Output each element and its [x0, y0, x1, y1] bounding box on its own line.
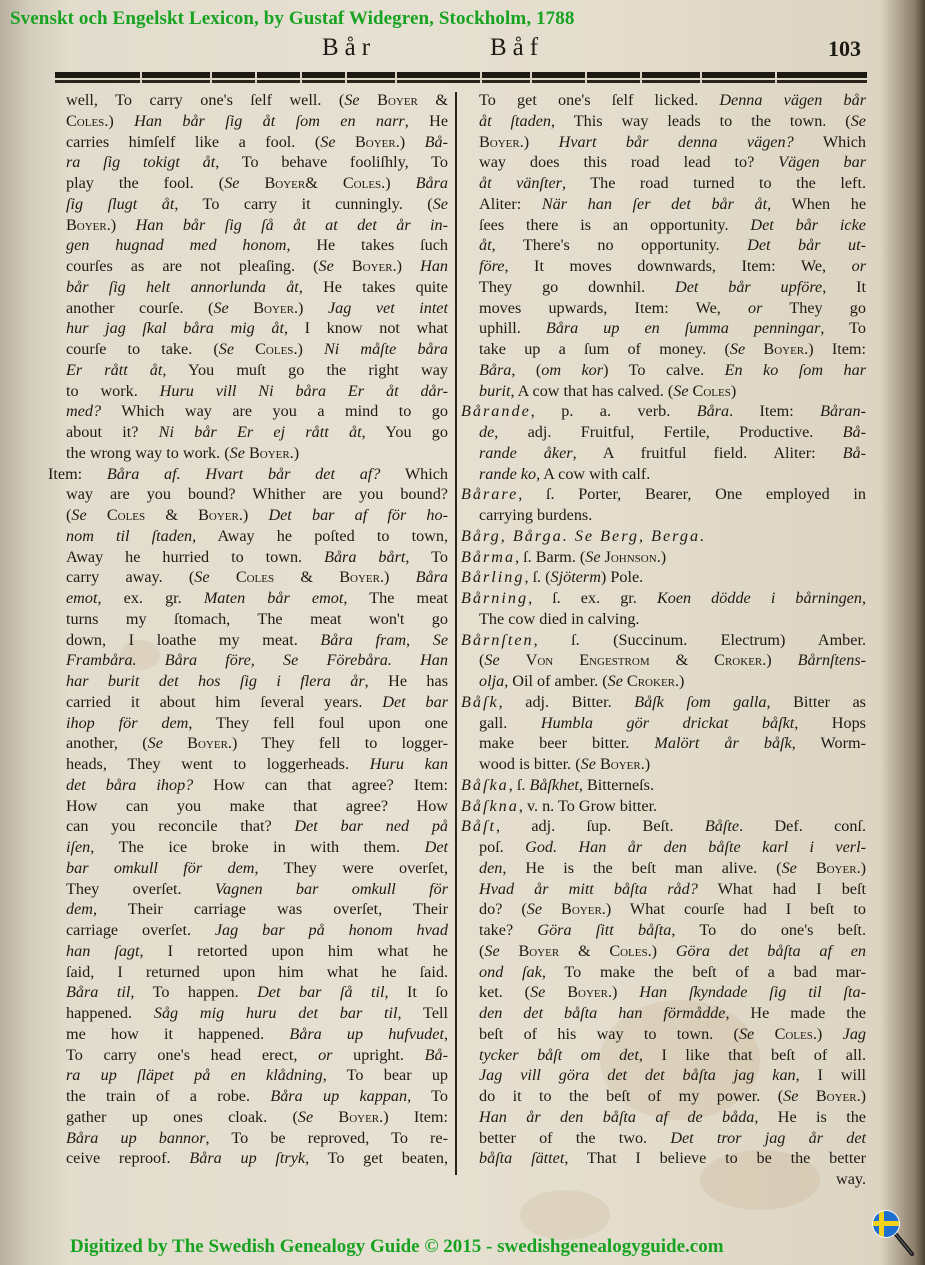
dictionary-text-line: the wrong way to work. (Se Boyer.)	[66, 443, 300, 462]
watermark-footer: Digitized by The Swedish Genealogy Guide © 2015 - swedishgenealogyguide.com	[70, 1236, 724, 1257]
dictionary-text-line: the train of a robe. Båra up kappan, To	[66, 1087, 448, 1105]
dictionary-text-line: poſ. God. Han år den båſte karl i verl-	[479, 838, 866, 856]
dictionary-text-line: tycker båſt om det, I like that beſt of all.	[479, 1045, 867, 1064]
dictionary-text-line: carries himſelf like a fool. (Se Boyer.) Bå-	[66, 132, 449, 151]
dictionary-text-line: happened. Såg mig huru det bar til, Tell	[66, 1004, 448, 1022]
dictionary-text-line: Frambåra. Båra före, Se Förebåra. Han	[66, 651, 448, 670]
swedish-flag-magnifier-icon	[870, 1208, 915, 1258]
dictionary-text-line: före, It moves downwards, Item: We, or	[479, 257, 866, 275]
dictionary-text-line: way.	[836, 1170, 866, 1188]
dictionary-text-line: Båra, (om kor) To calve. En ko ſom har	[479, 360, 866, 379]
dictionary-text-line: bar omkull för dem, They were overſet,	[66, 858, 448, 877]
running-head-right: Båf	[490, 34, 545, 61]
dictionary-text-line: Away he hurried to town. Båra bårt, To	[66, 547, 448, 566]
dictionary-headword-line: Bårling, ſ. (Sjöterm) Pole.	[461, 568, 644, 587]
dictionary-text-line: How can you make that agree? How	[66, 796, 448, 815]
header-rule	[55, 72, 867, 80]
dictionary-text-line: moves upwards, Item: We, or They go	[479, 298, 866, 317]
dictionary-headword-line: Bårare, ſ. Porter, Bearer, One employed in	[461, 485, 866, 504]
dictionary-text-line: ſig ſlugt åt, To carry it cunningly. (Se	[66, 194, 448, 213]
dictionary-text-line: gall. Humbla gör drickat båſkt, Hops	[479, 713, 866, 732]
dictionary-text-line: Båra til, To happen. Det bar ſå til, It ſo	[66, 983, 448, 1002]
dictionary-text-line: med? Which way are you a mind to go	[66, 402, 448, 421]
dictionary-text-line: They overſet. Vagnen bar omkull för	[66, 879, 449, 898]
dictionary-text-line: den det båſta han förmådde, He made the	[479, 1004, 866, 1022]
dictionary-text-line: uphill. Båra up en ſumma penningar, To	[479, 319, 866, 338]
dictionary-text-line: åt, There's no opportunity. Det bår ut-	[479, 236, 867, 255]
dictionary-text-line: nom til ſtaden, Away he poſted to town,	[66, 526, 448, 545]
left-column	[48, 90, 448, 1169]
dictionary-text-line: de, adj. Fruitful, Fertile, Productive. Bå-	[479, 423, 866, 441]
dictionary-text-line: har burit det hos ſig i flera år, He has	[66, 672, 448, 690]
dictionary-text-line: burit, A cow that has calved. (Se Coles)	[479, 381, 737, 400]
dictionary-text-line: To get one's ſelf licked. Denna vägen bår	[479, 91, 866, 109]
dictionary-text-line: better of the two. Det tror jag år det	[479, 1128, 866, 1147]
dictionary-text-line: dem, Their carriage was overſet, Their	[66, 900, 448, 919]
dictionary-text-line: play the fool. (Se Boyer& Coles.) Båra	[66, 174, 448, 192]
dictionary-text-line: Coles.) Han bår ſig åt ſom en narr, He	[66, 111, 449, 130]
dictionary-text-line: To carry one's head erect, or upright. Bå-	[66, 1045, 449, 1064]
dictionary-text-line: ſaid, I returned upon him what he ſaid.	[66, 962, 448, 981]
dictionary-text-line: make beer bitter. Malört år båſk, Worm-	[479, 734, 866, 753]
dictionary-text-line: det båra ihop? How can that agree? Item:	[66, 775, 448, 794]
dictionary-text-line: ra ſig tokigt åt, To behave fooliſhly, To	[66, 153, 449, 172]
dictionary-text-line: turns my ſtomach, The meat won't go	[66, 609, 448, 628]
dictionary-text-line: ket. (Se Boyer.) Han ſkyndade ſig til ſta-	[479, 983, 867, 1002]
dictionary-text-line: take up a ſum of money. (Se Boyer.) Item:	[479, 340, 866, 358]
dictionary-text-line: courſe to take. (Se Coles.) Ni måſte båra	[66, 340, 449, 358]
page-number: 103	[828, 36, 861, 61]
dictionary-headword-line: Bårg, Bårga. Se Berg, Berga.	[461, 526, 707, 545]
dictionary-text-line: way are you bound? Whither are you bound?	[66, 485, 448, 504]
dictionary-text-line: åt ſtaden, This way leads to the town. (Se	[479, 111, 866, 130]
dictionary-headword-line: Båſka, ſ. Båſkhet, Bitterneſs.	[461, 775, 654, 794]
dictionary-text-line: (Se Boyer & Coles.) Göra det båſta af en	[479, 941, 866, 960]
dictionary-text-line: olja, Oil of amber. (Se Croker.)	[479, 672, 685, 690]
dictionary-text-line: another, (Se Boyer.) They fell to logger-	[66, 734, 449, 753]
dictionary-headword-line: Bårma, ſ. Barm. (Se Johnson.)	[461, 547, 667, 566]
dictionary-text-line: do? (Se Boyer.) What courſe had I beſt to	[479, 900, 867, 919]
dictionary-text-line: Boyer.) Hvart bår denna vägen? Which	[479, 132, 867, 151]
dictionary-text-line: beſt of his way to town. (Se Coles.) Jag	[479, 1024, 867, 1043]
dictionary-text-line: well, To carry one's ſelf well. (Se Boyer &	[66, 91, 449, 109]
dictionary-text-line: They go downhil. Det bår upföre, It	[479, 277, 866, 296]
running-head-left: Bår	[322, 34, 377, 61]
dictionary-text-line: rande åker, A fruitful field. Aliter: Bå-	[479, 443, 867, 462]
dictionary-text-line: carrying burdens.	[479, 506, 593, 524]
dictionary-text-line: hur jag ſkal båra mig åt, I know not what	[66, 319, 449, 338]
dictionary-text-line: down, I loathe my meat. Båra fram, Se	[66, 630, 449, 649]
dictionary-text-line: (Se Coles & Boyer.) Det bar af för ho-	[66, 506, 449, 524]
dictionary-text-line: han ſagt, I retorted upon him what he	[66, 941, 448, 960]
dictionary-text-line: about it? Ni bår Er ej rått åt, You go	[66, 423, 448, 441]
dictionary-text-line: Jag vill göra det det båſta jag kan, I will	[479, 1066, 867, 1085]
dictionary-text-line: Han år den båſta af de båda, He is the	[479, 1107, 866, 1126]
dictionary-text-line: courſes as are not pleaſing. (Se Boyer.) Han	[66, 257, 449, 275]
dictionary-text-line: Er rått åt, You muſt go the right way	[66, 360, 448, 379]
dictionary-text-line: ceive reproof. Båra up ſtryk, To get beaten,	[66, 1149, 448, 1168]
dictionary-headword-line: Bårande, p. a. verb. Båra. Item: Båran-	[461, 402, 866, 421]
dictionary-text-line: do it to the beſt of my power. (Se Boyer.)	[479, 1087, 867, 1105]
dictionary-headword-line: Båſt, adj. ſup. Beſt. Båſte. Def. conſ.	[461, 817, 866, 836]
dictionary-text-line: gen hugnad med honom, He takes ſuch	[66, 236, 448, 255]
dictionary-text-line: (Se Von Engestrom & Croker.) Bårnſtens-	[479, 651, 867, 670]
dictionary-text-line: The cow died in calving.	[479, 609, 640, 628]
dictionary-text-line: ond ſak, To make the beſt of a bad mar-	[479, 962, 867, 981]
dictionary-text-line: heads, They went to loggerheads. Huru kan	[66, 755, 448, 773]
dictionary-text-line: wood is bitter. (Se Boyer.)	[479, 755, 651, 773]
dictionary-text-line: can you reconcile that? Det bar ned på	[66, 817, 449, 836]
dictionary-text-line: Hvad år mitt båſta råd? What had I beſt	[479, 879, 866, 898]
dictionary-text-line: ſees there is an opportunity. Det bår icke	[479, 215, 866, 234]
dictionary-text-line: Boyer.) Han bår ſig ſå åt at det år in-	[66, 215, 448, 234]
dictionary-headword-line: Bårning, ſ. ex. gr. Koen dödde i bårningen,	[461, 589, 866, 607]
running-head	[0, 34, 925, 64]
dictionary-headword-line: Båſk, adj. Bitter. Båſk ſom galla, Bitter as	[461, 692, 866, 711]
dictionary-text-line: åt vänſter, The road turned to the left.	[479, 174, 866, 192]
dictionary-text-line: carried it about him ſeveral years. Det bar	[66, 692, 448, 711]
dictionary-headword-line: Bårnſten, ſ. (Succinum. Electrum) Amber.	[461, 630, 866, 649]
dictionary-text-line: Aliter: När han ſer det bår åt, When he	[479, 194, 867, 213]
dictionary-text-line: ra up ſläpet på en klådning, To bear up	[66, 1066, 449, 1085]
dictionary-text-line: another courſe. (Se Boyer.) Jag vet intet	[66, 298, 448, 317]
dictionary-text-line: Item: Båra af. Hvart bår det af? Which	[48, 464, 448, 483]
dictionary-text-line: to work. Huru vill Ni båra Er åt dår-	[66, 381, 449, 400]
dictionary-text-line: carriage overſet. Jag bar på honom hvad	[66, 921, 448, 939]
dictionary-text-line: emot, ex. gr. Maten bår emot, The meat	[66, 589, 448, 607]
dictionary-text-line: den, He is the beſt man alive. (Se Boyer.)	[479, 858, 866, 877]
dictionary-text-line: båſta ſättet, That I believe to be the better	[479, 1149, 867, 1168]
dictionary-text-line: bår ſig helt annorlunda åt, He takes quite	[66, 277, 448, 296]
column-separator	[455, 92, 457, 1175]
dictionary-text-line: way does this road lead to? Vägen bar	[479, 153, 867, 172]
dictionary-text-line: rande ko, A cow with calf.	[479, 464, 651, 483]
dictionary-headword-line: Båſkna, v. n. To Grow bitter.	[461, 796, 658, 815]
dictionary-text-line: gather up ones cloak. (Se Boyer.) Item:	[66, 1107, 448, 1126]
dictionary-text-line: iſen, The ice broke in with them. Det	[66, 838, 448, 856]
dictionary-text-line: take? Göra ſitt båſta, To do one's beſt.	[479, 921, 866, 939]
dictionary-text-line: ihop för dem, They fell foul upon one	[66, 713, 448, 732]
dictionary-text-line: me how it happened. Båra up hufvudet,	[66, 1024, 448, 1043]
watermark-title: Svenskt och Engelskt Lexicon, by Gustaf Widegren, Stockholm, 1788	[10, 8, 575, 29]
dictionary-text-line: carry away. (Se Coles & Boyer.) Båra	[66, 568, 449, 587]
dictionary-text-line: Båra up bannor, To be reproved, To re-	[66, 1128, 448, 1147]
right-column	[461, 90, 866, 1190]
